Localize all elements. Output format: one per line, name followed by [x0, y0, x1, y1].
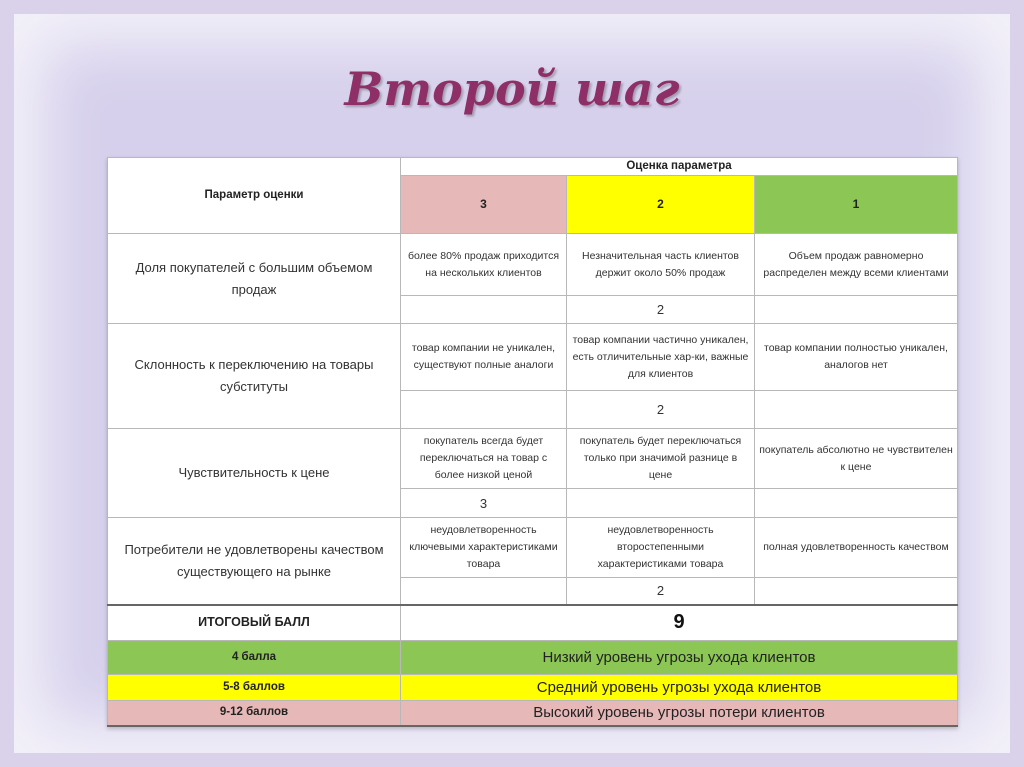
level-text: Средний уровень угрозы ухода клиентов	[401, 675, 958, 701]
level-label: 5-8 баллов	[108, 675, 401, 701]
criterion-cell: покупатель абсолютно не чувствителен к цене	[755, 429, 958, 489]
criterion-cell: покупатель всегда будет переключаться на товар с более низкой ценой	[401, 429, 567, 489]
score-col-3: 3	[401, 176, 567, 234]
score-cell	[755, 391, 958, 429]
score-col-1: 1	[755, 176, 958, 234]
score-cell: 2	[567, 578, 755, 605]
score-cell: 2	[567, 296, 755, 324]
param-name: Склонность к переключению на товары субституты	[108, 324, 401, 429]
param-name: Доля покупателей с большим объемом продаж	[108, 234, 401, 324]
criterion-cell: товар компании не уникален, существуют полные аналоги	[401, 324, 567, 391]
score-cell	[401, 391, 567, 429]
score-cell: 3	[401, 489, 567, 518]
param-name: Чувствительность к цене	[108, 429, 401, 518]
evaluation-table	[107, 157, 958, 727]
score-cell	[755, 296, 958, 324]
slide-title: Второй шаг	[344, 62, 680, 116]
level-label: 4 балла	[108, 641, 401, 675]
score-cell	[755, 489, 958, 518]
total-value: 9	[401, 605, 958, 641]
level-label: 9-12 баллов	[108, 701, 401, 726]
score-col-2: 2	[567, 176, 755, 234]
score-cell	[401, 578, 567, 605]
criterion-cell: более 80% продаж приходится на нескольких клиентов	[401, 234, 567, 296]
score-cell	[755, 578, 958, 605]
level-text: Высокий уровень угрозы потери клиентов	[401, 701, 958, 726]
criterion-cell: неудовлетворенность второстепенными характеристиками товара	[567, 518, 755, 578]
level-text: Низкий уровень угрозы ухода клиентов	[401, 641, 958, 675]
criterion-cell: товар компании частично уникален, есть отличительные хар-ки, важные для клиентов	[567, 324, 755, 391]
param-header: Параметр оценки	[108, 158, 401, 234]
total-label: ИТОГОВЫЙ БАЛЛ	[108, 605, 401, 641]
criterion-cell: товар компании полностью уникален, аналогов нет	[755, 324, 958, 391]
score-cell: 2	[567, 391, 755, 429]
score-cell	[567, 489, 755, 518]
criterion-cell: полная удовлетворенность качеством	[755, 518, 958, 578]
criterion-cell: неудовлетворенность ключевыми характеристиками товара	[401, 518, 567, 578]
score-cell	[401, 296, 567, 324]
score-header: Оценка параметра	[401, 158, 958, 176]
criterion-cell: Незначительная часть клиентов держит около 50% продаж	[567, 234, 755, 296]
param-name: Потребители не удовлетворены качеством существующего на рынке	[108, 518, 401, 605]
criterion-cell: покупатель будет переключаться только при значимой разнице в цене	[567, 429, 755, 489]
criterion-cell: Объем продаж равномерно распределен между всеми клиентами	[755, 234, 958, 296]
